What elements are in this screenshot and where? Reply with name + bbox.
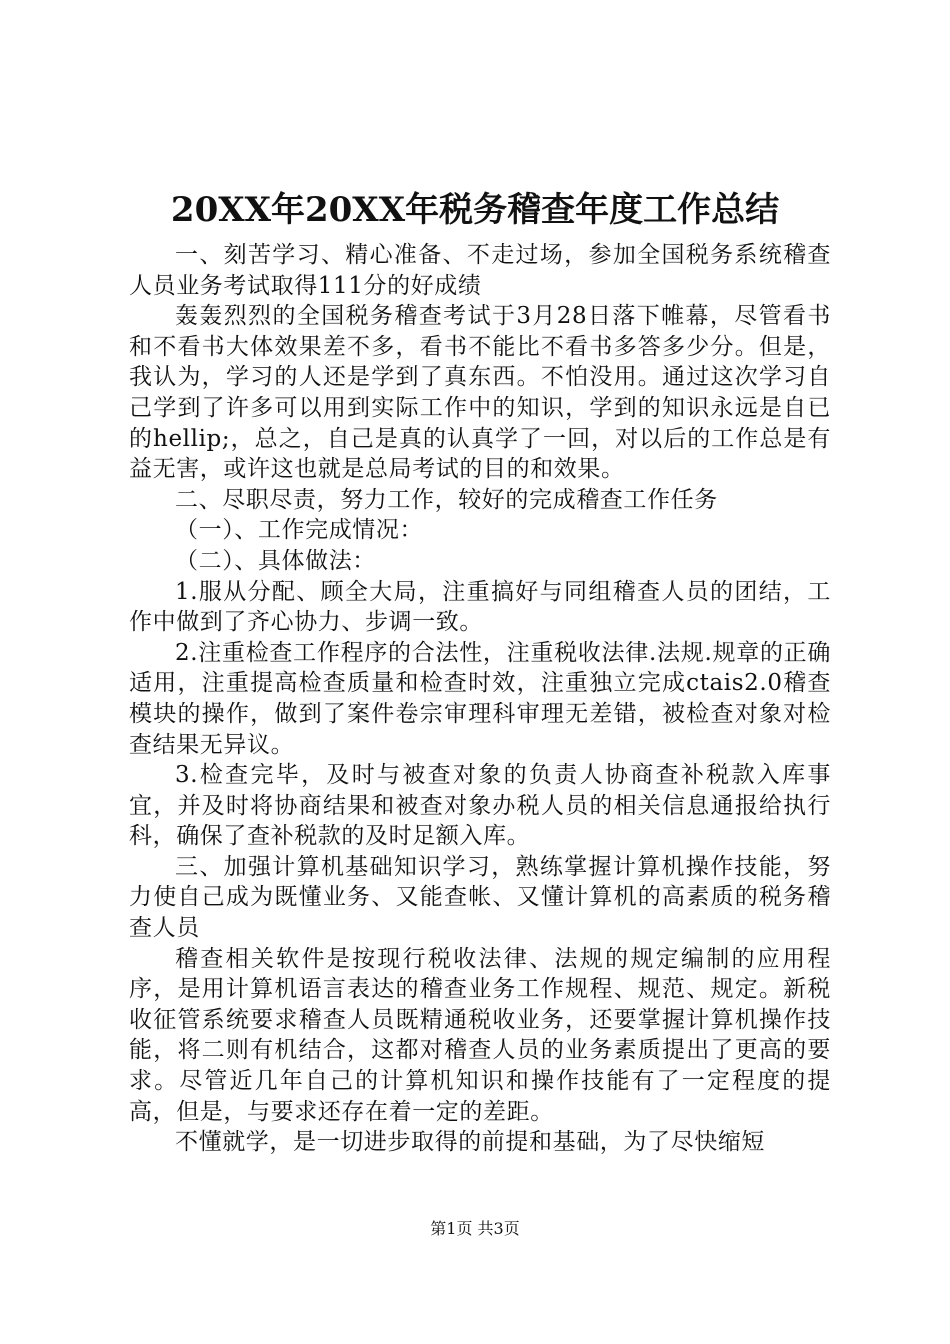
paragraph: 二、尽职尽责，努力工作，较好的完成稽查工作任务 — [175, 486, 718, 513]
document-title: 20XX年20XX年税务稽查年度工作总结 — [170, 190, 780, 230]
paragraph: 稽查相关软件是按现行税收法律、法规的规定编制的应用程序，是用计算机语言表达的稽查业务工作规程、规范、规定。新税收征管系统要求稽查人员既精通税收业务，还要掌握计算机操作技能，将二则有机结合，这都对稽查人员的业务素质提出了更高的要求。尽管近几年自己的计算机知识和操作技能有了一定程度的提高，但是，与要求还存在着一定的差距。 — [129, 945, 831, 1125]
paragraph: （一）、工作完成情况： — [175, 517, 424, 544]
page-footer: 第1页 共3页 — [430, 1219, 520, 1238]
paragraph: （二）、具体做法： — [175, 547, 376, 574]
paragraph: 1.服从分配、顾全大局，注重搞好与同组稽查人员的团结，工作中做到了齐心协力、步调一致。 — [129, 578, 831, 636]
paragraph: 3.检查完毕，及时与被查对象的负责人协商查补税款入库事宜，并及时将协商结果和被查对象办税人员的相关信息通报给执行科，确保了查补税款的及时足额入库。 — [129, 762, 831, 850]
paragraph: 三、加强计算机基础知识学习，熟练掌握计算机操作技能，努力使自己成为既懂业务、又能查帐、又懂计算机的高素质的税务稽查人员 — [129, 853, 831, 942]
paragraph: 一、刻苦学习、精心准备、不走过场，参加全国税务系统稽查人员业务考试取得111分的好成绩 — [129, 242, 831, 299]
document-body — [129, 240, 831, 1158]
paragraph: 轰轰烈烈的全国税务稽查考试于3月28日落下帷幕，尽管看书和不看书大体效果差不多，看书不能比不看书多答多少分。但是，我认为，学习的人还是学到了真东西。不怕没用。通过这次学习自己学到了许多可以用到实际工作中的知识，学到的知识永远是自已的hellip;，总之，自己是真的认真学了一回，对以后的工作总是有益无害，或许这也就是总局考试的目的和效果。 — [129, 303, 831, 483]
paragraph: 不懂就学，是一切进步取得的前提和基础，为了尽快缩短 — [175, 1129, 765, 1156]
paragraph: 2.注重检查工作程序的合法性，注重税收法律.法规.规章的正确适用，注重提高检查质量和检查时效，注重独立完成ctais2.0稽查模块的操作，做到了案件卷宗审理科审理无差错，被检查对象对检查结果无异议。 — [129, 639, 831, 758]
